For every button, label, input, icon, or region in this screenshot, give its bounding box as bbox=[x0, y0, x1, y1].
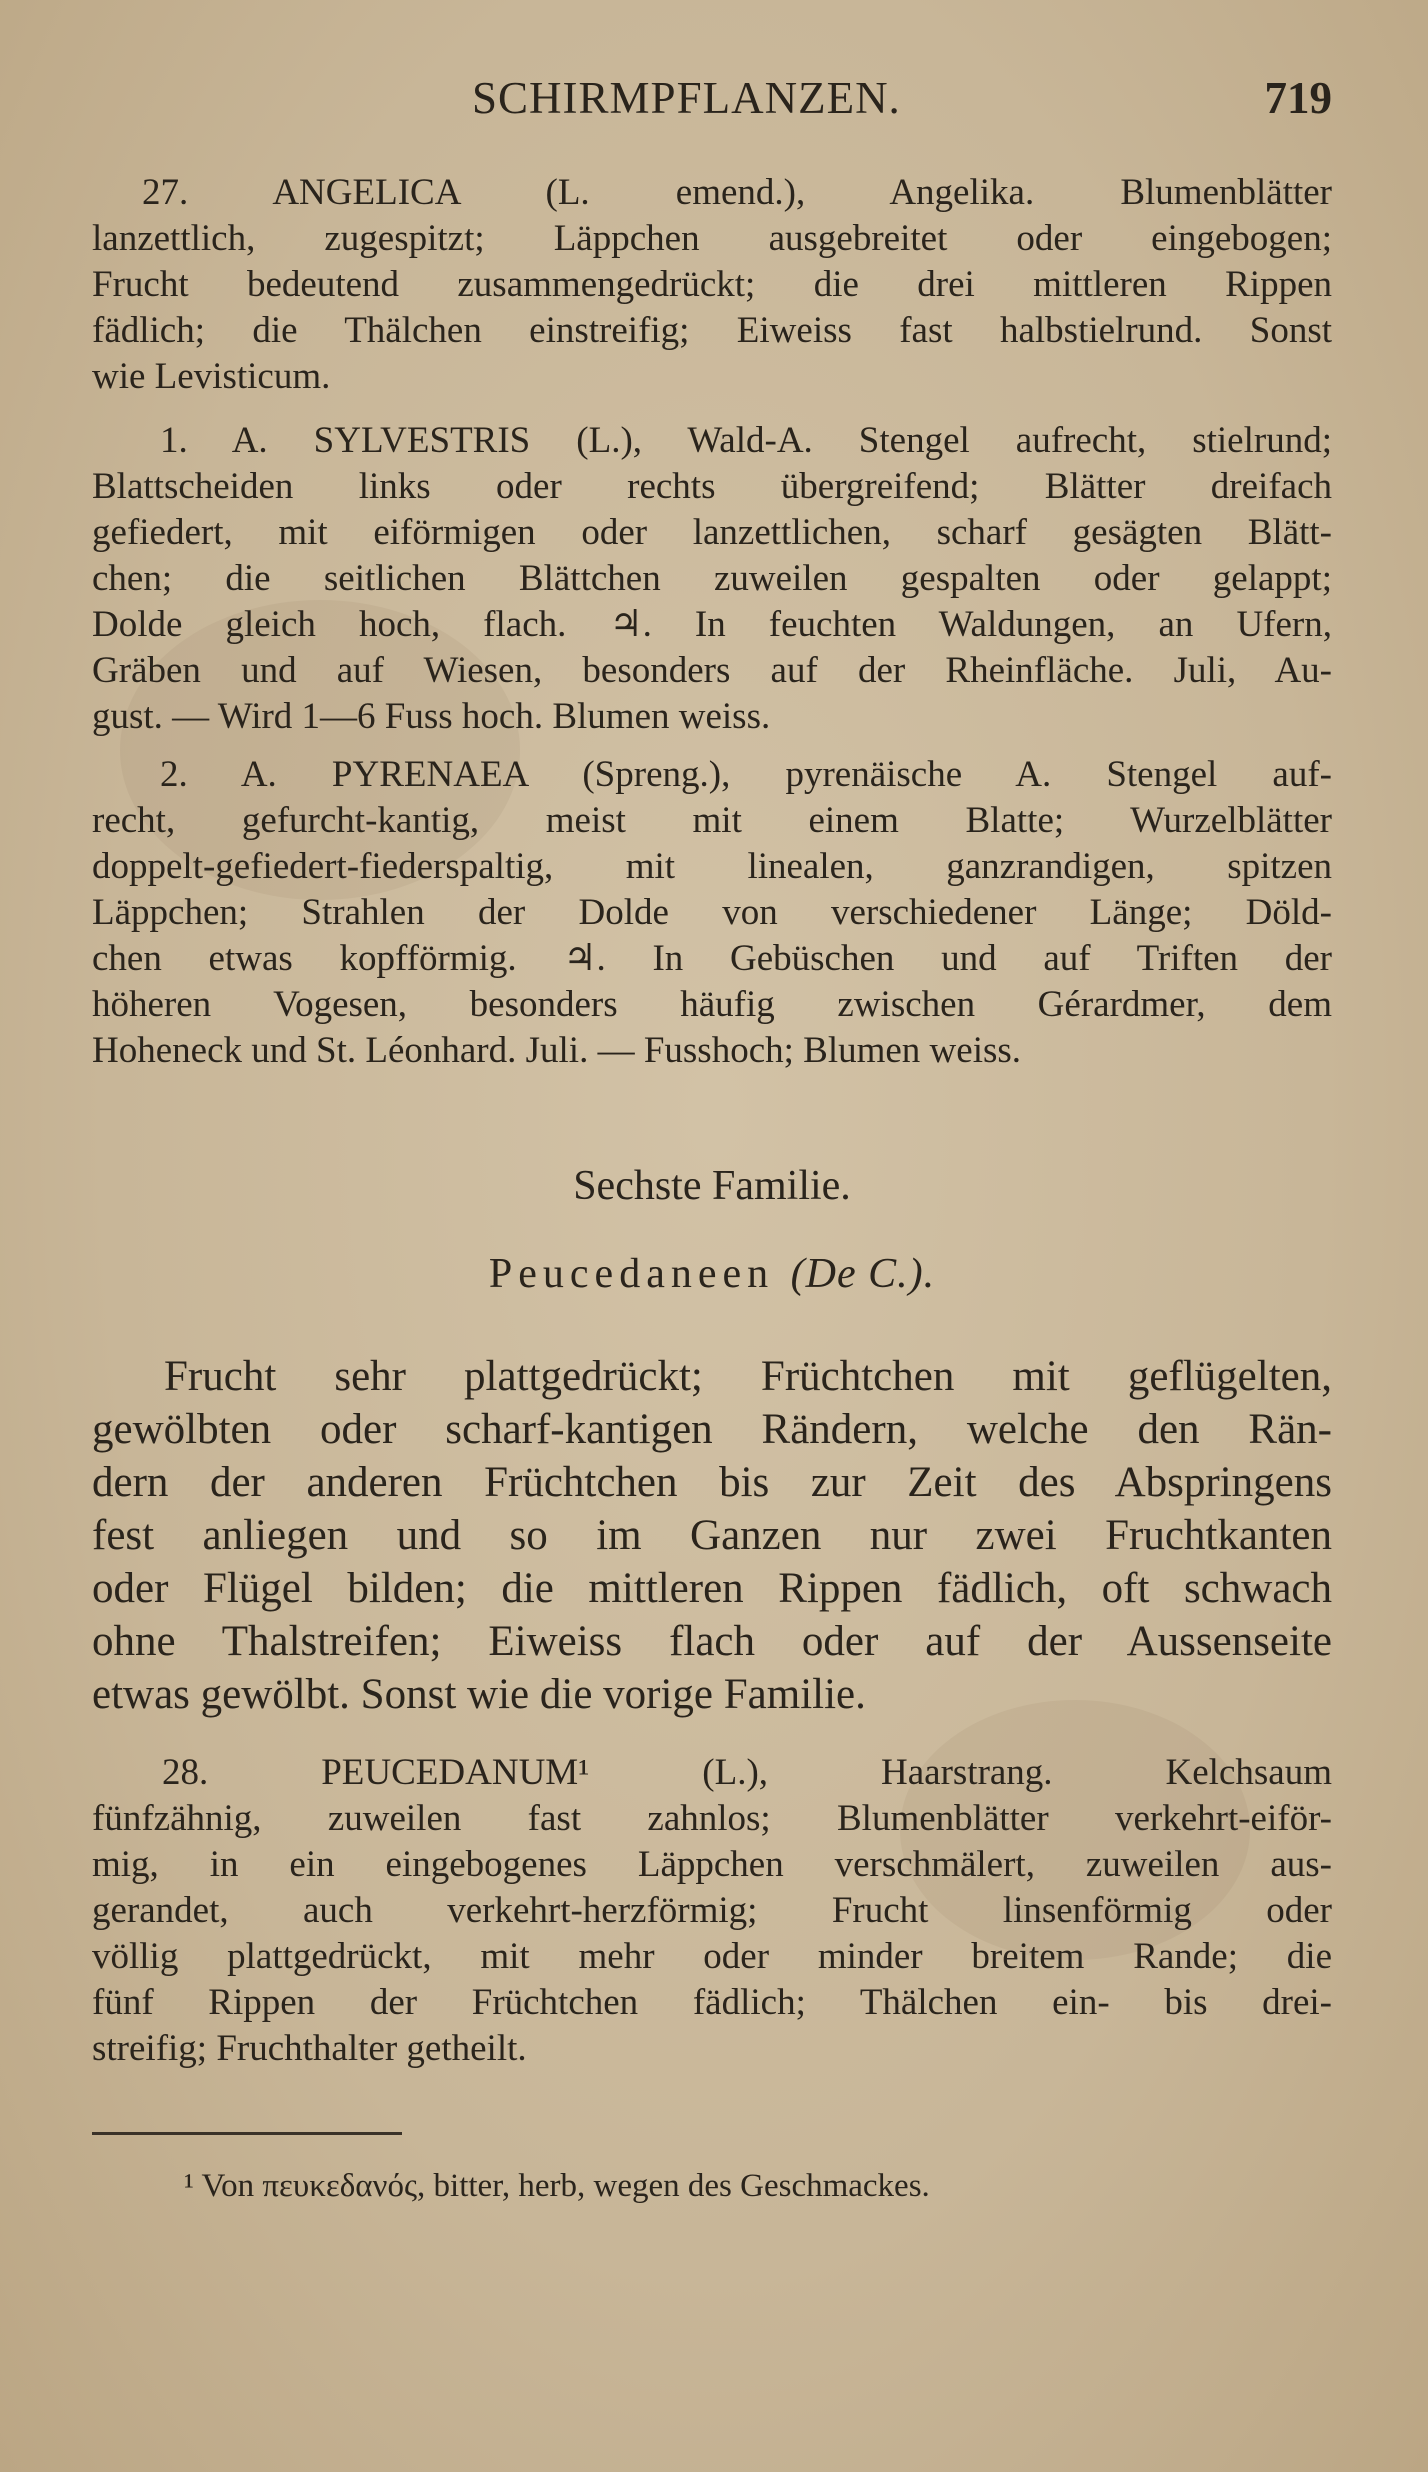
footnote: ¹ Von πευκεδανός, bitter, herb, wegen des Geschmackes. bbox=[184, 2168, 930, 2204]
text-line: gewölbten oder scharf-kantigen Rändern, welche den Rän- bbox=[92, 1406, 1332, 1453]
text-line: Frucht bedeutend zusammengedrückt; die drei mittleren Rippen bbox=[92, 264, 1332, 305]
text-line: mig, in ein eingebogenes Läppchen verschmälert, zuweilen aus- bbox=[92, 1844, 1332, 1885]
text-line: streifig; Fruchthalter getheilt. bbox=[92, 2028, 527, 2069]
text-line: ohne Thalstreifen; Eiweiss flach oder auf der Aussenseite bbox=[92, 1618, 1332, 1665]
text-line: Läppchen; Strahlen der Dolde von verschiedener Länge; Döld- bbox=[92, 892, 1332, 933]
text-line: Hoheneck und St. Léonhard. Juli. — Fusshoch; Blumen weiss. bbox=[92, 1030, 1022, 1071]
text-line: gust. — Wird 1—6 Fuss hoch. Blumen weiss. bbox=[92, 696, 771, 737]
family-name-text: Peucedaneen bbox=[488, 1251, 775, 1297]
family-title: Sechste Familie. bbox=[573, 1163, 851, 1209]
page-header bbox=[92, 72, 1332, 132]
text-line: völlig plattgedrückt, mit mehr oder minder breitem Rande; die bbox=[92, 1936, 1332, 1977]
text-line: chen etwas kopfförmig. ♃. In Gebüschen und auf Triften der bbox=[92, 938, 1332, 979]
species-sylvestris-paragraph bbox=[92, 418, 1332, 740]
family-description-paragraph bbox=[92, 1350, 1332, 1721]
text-line: Gräben und auf Wiesen, besonders auf der Rheinfläche. Juli, Au- bbox=[92, 650, 1332, 691]
text-line: gefiedert, mit eiförmigen oder lanzettlichen, scharf gesägten Blätt- bbox=[92, 512, 1332, 553]
text-line: lanzettlich, zugespitzt; Läppchen ausgebreitet oder eingebogen; bbox=[92, 218, 1332, 259]
species-pyrenaea-paragraph bbox=[92, 752, 1332, 1074]
text-line: 1. A. SYLVESTRIS (L.), Wald-A. Stengel aufrecht, stielrund; bbox=[160, 420, 1332, 461]
text-line: recht, gefurcht-kantig, meist mit einem Blatte; Wurzelblätter bbox=[92, 800, 1332, 841]
text-line: fünf Rippen der Früchtchen fädlich; Thälchen ein- bis drei- bbox=[92, 1982, 1332, 2023]
text-line: Dolde gleich hoch, flach. ♃. In feuchten Waldungen, an Ufern, bbox=[92, 604, 1332, 645]
text-line: etwas gewölbt. Sonst wie die vorige Familie. bbox=[92, 1671, 866, 1718]
text-line: Blattscheiden links oder rechts übergreifend; Blätter dreifach bbox=[92, 466, 1332, 507]
page-number: 719 bbox=[1264, 73, 1332, 123]
family-name bbox=[92, 1250, 1332, 1298]
text-line: chen; die seitlichen Blättchen zuweilen gespalten oder gelappt; bbox=[92, 558, 1332, 599]
footnote-separator bbox=[92, 2132, 402, 2135]
text-line: fünfzähnig, zuweilen fast zahnlos; Blumenblätter verkehrt-eiför- bbox=[92, 1798, 1332, 1839]
text-line: fädlich; die Thälchen einstreifig; Eiweiss fast halbstielrund. Sonst bbox=[92, 310, 1332, 351]
text-line: höheren Vogesen, besonders häufig zwischen Gérardmer, dem bbox=[92, 984, 1332, 1025]
genus-angelica-paragraph bbox=[92, 170, 1332, 400]
text-line: 2. A. PYRENAEA (Spreng.), pyrenäische A. Stengel auf- bbox=[160, 754, 1332, 795]
text-line: Frucht sehr plattgedrückt; Früchtchen mit geflügelten, bbox=[164, 1353, 1332, 1400]
text-line: oder Flügel bilden; die mittleren Rippen fädlich, oft schwach bbox=[92, 1565, 1332, 1612]
text-line: dern der anderen Früchtchen bis zur Zeit des Abspringens bbox=[92, 1459, 1332, 1506]
text-line: doppelt-gefiedert-fiederspaltig, mit linealen, ganzrandigen, spitzen bbox=[92, 846, 1332, 887]
text-line: gerandet, auch verkehrt-herzförmig; Frucht linsenförmig oder bbox=[92, 1890, 1332, 1931]
text-line: 27. ANGELICA (L. emend.), Angelika. Blumenblätter bbox=[142, 172, 1332, 213]
text-line: fest anliegen und so im Ganzen nur zwei Fruchtkanten bbox=[92, 1512, 1332, 1559]
genus-peucedanum-paragraph bbox=[92, 1750, 1332, 2072]
family-author: (De C.). bbox=[790, 1251, 936, 1297]
running-head: SCHIRMPFLANZEN. bbox=[472, 73, 901, 123]
text-line: 28. PEUCEDANUM¹ (L.), Haarstrang. Kelchsaum bbox=[162, 1752, 1332, 1793]
text-line: wie Levisticum. bbox=[92, 356, 331, 397]
